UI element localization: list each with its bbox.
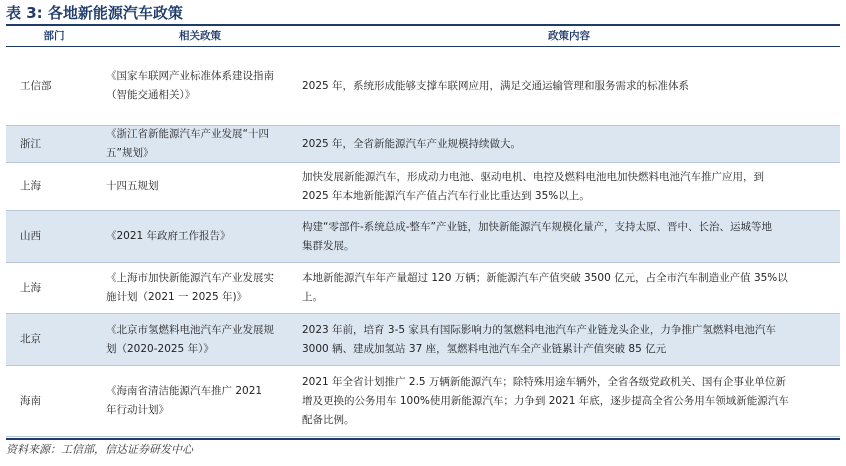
row-dept: 上海 bbox=[20, 180, 41, 192]
row-dept: 上海 bbox=[20, 281, 41, 294]
row-content: 本地新能源汽车年产量超过 120 万辆；新能源汽车产值突破 3500 亿元，占全市汽车制造业产值 35%以 上。 bbox=[302, 272, 788, 303]
row-content: 2025 年，全省新能源汽车产业规模持续做大。 bbox=[302, 137, 522, 150]
row-dept: 浙江 bbox=[20, 137, 41, 150]
table-header bbox=[6, 26, 840, 47]
row-policy: 十四五规划 bbox=[106, 180, 159, 192]
table-row bbox=[6, 314, 840, 366]
table-row bbox=[6, 126, 840, 163]
row-policy: 《上海市加快新能源汽车产业发展实 施计划（2021 一 2025 年)》 bbox=[106, 272, 274, 303]
row-dept: 北京 bbox=[20, 333, 41, 345]
row-policy: 《海南省清洁能源汽车推广 2021 年行动计划》 bbox=[106, 385, 263, 416]
row-policy: 《国家车联网产业标准体系建设指南 （智能交通相关）》 bbox=[106, 70, 274, 101]
header-content: 政策内容 bbox=[548, 30, 590, 42]
table-row bbox=[6, 47, 840, 126]
row-dept: 工信部 bbox=[20, 79, 52, 92]
table-row bbox=[6, 163, 840, 211]
row-policy: 《北京市氢燃料电池汽车产业发展规 划（2020-2025 年）》 bbox=[106, 323, 274, 355]
table-row bbox=[6, 211, 840, 263]
row-dept: 山西 bbox=[20, 230, 41, 242]
header-policy: 相关政策 bbox=[179, 30, 221, 42]
table-title: 表 3: 各地新能源汽车政策 bbox=[6, 2, 840, 26]
table-row bbox=[6, 263, 840, 314]
row-content: 构建“零部件-系统总成-整车”产业链，加快新能源汽车规模化量产，支持太原、晋中、长治、运城等地 集群发展。 bbox=[302, 220, 772, 252]
row-content: 2025 年，系统形成能够支撑车联网应用，满足交通运输管理和服务需求的标准体系 bbox=[302, 79, 690, 92]
table-row bbox=[6, 366, 840, 437]
row-content: 加快发展新能源汽车，形成动力电池、驱动电机、电控及燃料电池电加快燃料电池汽车推广应用，到 2025 年本地新能源汽车产值占汽车行业比重达到 35%以上。 bbox=[302, 170, 764, 202]
row-policy: 《2021 年政府工作报告》 bbox=[106, 230, 231, 242]
row-content: 2021 年全省计划推广 2.5 万辆新能源汽车；除特殊用途车辆外，全省各级党政机关、国有企事业单位新 增及更换的公务用车 100%使用新能源汽车；力争到 2021 年底，逐步提高全省公务用车领域新能源汽车 配备比例。 bbox=[302, 375, 789, 426]
row-dept: 海南 bbox=[20, 394, 41, 407]
row-content: 2023 年前，培育 3-5 家具有国际影响力的氢燃料电池汽车产业链龙头企业，力争推广氢燃料电池汽车 3000 辆、建成加氢站 37 座，氢燃料电池汽车全产业链累计产值突破 85 亿元 bbox=[302, 323, 776, 355]
row-policy: 《浙江省新能源汽车产业发展“十四 五”规划》 bbox=[106, 128, 269, 159]
source-note: 资料来源：工信部，信达证券研发中心 bbox=[6, 438, 840, 462]
header-dept: 部门 bbox=[43, 30, 65, 42]
